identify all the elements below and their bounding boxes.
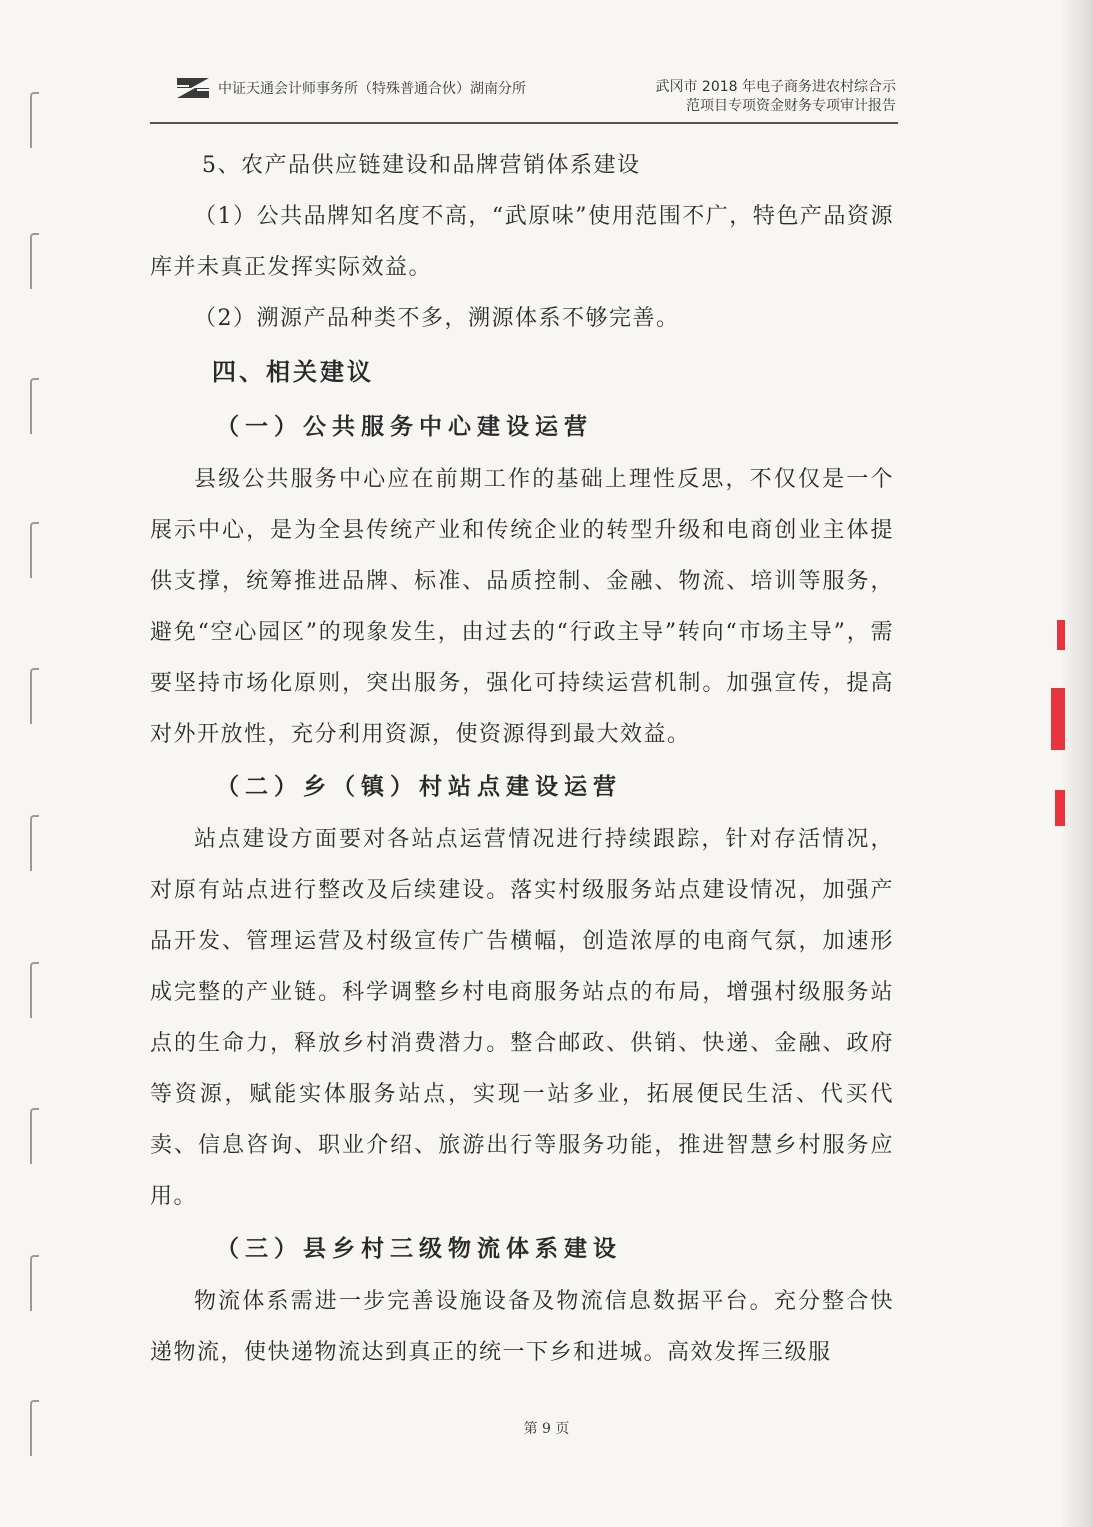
report-title-line: 范项目专项资金财务专项审计报告	[686, 98, 896, 114]
paragraph: （1）公共品牌知名度不高，“武原味”使用范围不广，特色产品资源库并未真正发挥实际效益。	[150, 204, 894, 280]
seal-fragment	[1055, 790, 1065, 826]
page-header	[150, 72, 898, 122]
paragraph: （2）溯源产品种类不多，溯源体系不够完善。	[194, 306, 680, 331]
report-title-line: 武冈市 2018 年电子商务进农村综合示	[655, 79, 896, 95]
section-heading: 四、相关建议	[212, 358, 374, 386]
report-title	[655, 78, 896, 116]
page-edge-shadow	[1063, 0, 1093, 1527]
paragraph: 站点建设方面要对各站点运营情况进行持续跟踪，针对存活情况，对原有站点进行整改及后续建设。落实村级服务站点建设情况，加强产品开发、管理运营及村级宣传广告横幅，创造浓厚的电商气氛，加速形成完整的产业链。科学调整乡村电商服务站点的布局，增强村级服务站点的生命力，释放乡村消费潜力。整合邮政、供销、快递、金融、政府等资源，赋能实体服务站点，实现一站多业，拓展便民生活、代买代卖、信息咨询、职业介绍、旅游出行等服务功能，推进智慧乡村服务应用。	[150, 827, 894, 1209]
binding-mark	[30, 378, 39, 434]
subsection-heading: （二）乡（镇）村站点建设运营	[216, 773, 622, 800]
binding-mark	[30, 522, 39, 578]
binding-mark	[30, 92, 39, 148]
item-heading: 5、农产品供应链建设和品牌营销体系建设	[202, 153, 641, 178]
header-rule	[150, 122, 898, 124]
subsection-heading: （一）公共服务中心建设运营	[216, 413, 593, 440]
seal-fragment	[1051, 688, 1065, 750]
firm-logo-icon	[175, 76, 211, 100]
document-body	[150, 140, 894, 1378]
firm-name: 中证天通会计师事务所（特殊普通合伙）湖南分所	[218, 81, 526, 97]
binding-mark	[30, 1255, 39, 1311]
subsection-heading: （三）县乡村三级物流体系建设	[216, 1235, 622, 1262]
paragraph: 县级公共服务中心应在前期工作的基础上理性反思，不仅仅是一个展示中心，是为全县传统产业和传统企业的转型升级和电商创业主体提供支撑，统筹推进品牌、标准、品质控制、金融、物流、培训等服务，避免“空心园区”的现象发生，由过去的“行政主导”转向“市场主导”，需要坚持市场化原则，突出服务，强化可持续运营机制。加强宣传，提高对外开放性，充分利用资源，使资源得到最大效益。	[150, 467, 894, 747]
binding-mark	[30, 668, 39, 724]
binding-mark	[30, 962, 39, 1018]
binding-mark	[30, 1108, 39, 1164]
binding-mark	[30, 815, 39, 871]
binding-mark	[30, 233, 39, 289]
seal-fragment	[1057, 620, 1065, 650]
page-number: 第 9 页	[523, 1421, 570, 1437]
paragraph: 物流体系需进一步完善设施设备及物流信息数据平台。充分整合快递物流，使快递物流达到真正的统一下乡和进城。高效发挥三级服	[150, 1289, 894, 1365]
